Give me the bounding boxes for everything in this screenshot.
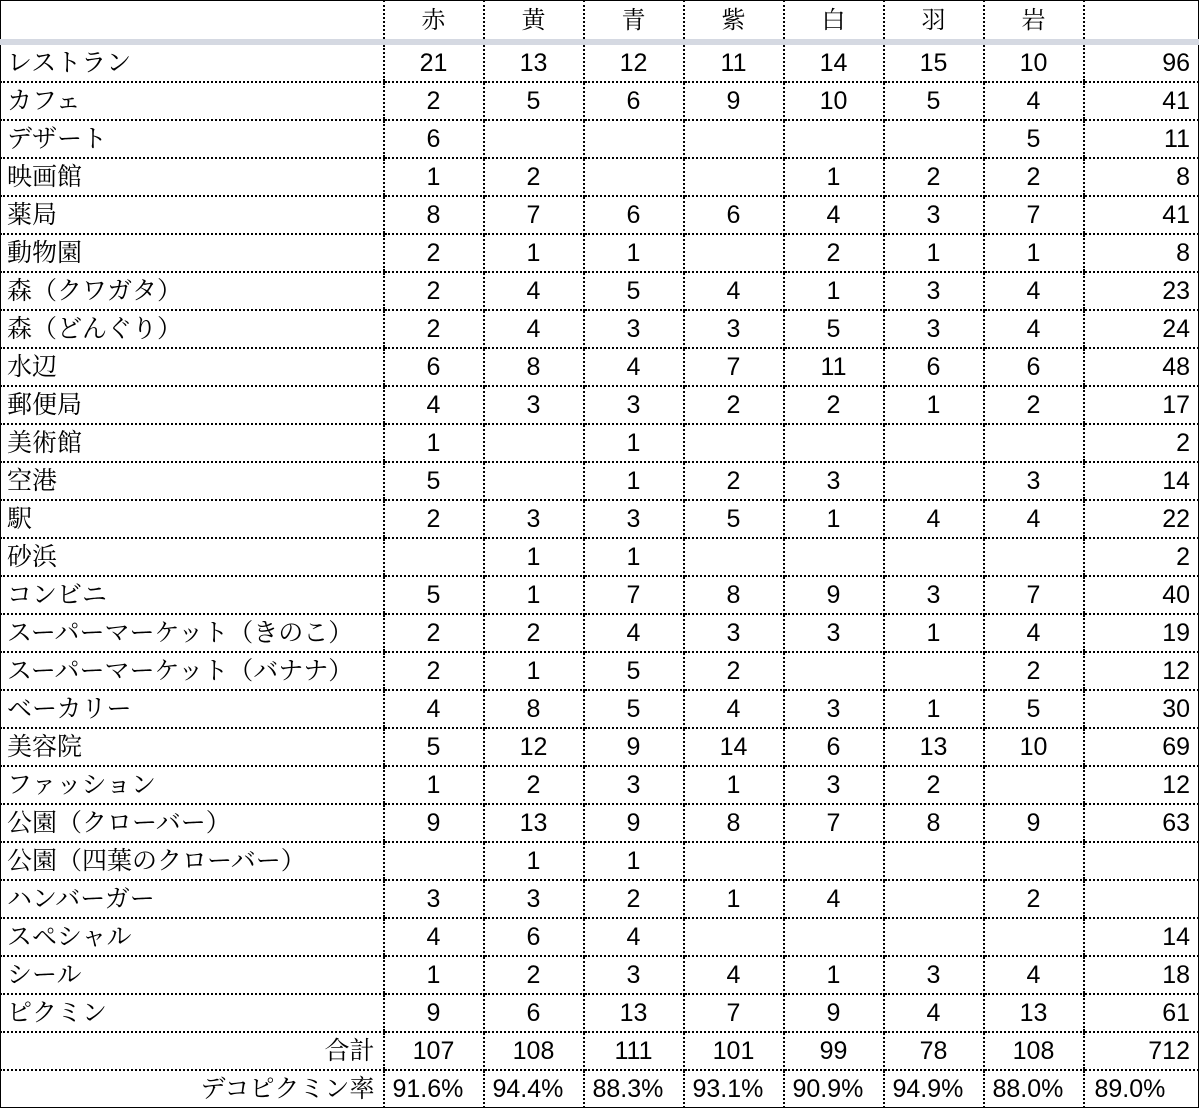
value-cell[interactable]: 3 xyxy=(784,690,884,728)
value-cell[interactable]: 1 xyxy=(584,234,684,272)
table-row xyxy=(1,42,1199,82)
value-cell[interactable]: 2 xyxy=(984,386,1084,424)
value-cell[interactable] xyxy=(384,842,484,880)
table-row xyxy=(1,462,1199,500)
value-cell[interactable] xyxy=(684,158,784,196)
row-total-cell[interactable]: 61 xyxy=(1084,994,1199,1032)
row-total-cell[interactable]: 69 xyxy=(1084,728,1199,766)
sum-cell[interactable]: 101 xyxy=(684,1032,784,1070)
value-cell[interactable]: 4 xyxy=(684,690,784,728)
value-cell[interactable]: 1 xyxy=(484,652,584,690)
value-cell[interactable]: 3 xyxy=(584,310,684,348)
value-cell[interactable]: 4 xyxy=(584,918,684,956)
row-label-cell[interactable]: 駅 xyxy=(1,500,384,538)
value-cell[interactable]: 2 xyxy=(384,234,484,272)
row-total-cell[interactable]: 48 xyxy=(1084,348,1199,386)
table-row xyxy=(1,614,1199,652)
value-cell[interactable]: 3 xyxy=(884,196,984,234)
value-cell[interactable]: 7 xyxy=(684,994,784,1032)
value-cell[interactable]: 5 xyxy=(384,728,484,766)
value-cell[interactable]: 1 xyxy=(484,842,584,880)
value-cell[interactable]: 7 xyxy=(684,348,784,386)
value-cell[interactable]: 5 xyxy=(884,82,984,120)
value-cell[interactable]: 4 xyxy=(484,272,584,310)
value-cell[interactable]: 4 xyxy=(884,994,984,1032)
value-cell[interactable]: 1 xyxy=(884,690,984,728)
value-cell[interactable]: 4 xyxy=(984,500,1084,538)
value-cell[interactable] xyxy=(784,918,884,956)
value-cell[interactable]: 3 xyxy=(584,500,684,538)
table-row xyxy=(1,538,1199,576)
value-cell[interactable] xyxy=(784,538,884,576)
value-cell[interactable]: 8 xyxy=(884,804,984,842)
value-cell[interactable]: 4 xyxy=(984,614,1084,652)
value-cell[interactable]: 2 xyxy=(384,614,484,652)
table-row xyxy=(1,728,1199,766)
value-cell[interactable]: 3 xyxy=(784,462,884,500)
value-cell[interactable] xyxy=(684,120,784,158)
value-cell[interactable]: 1 xyxy=(784,500,884,538)
value-cell[interactable]: 2 xyxy=(484,614,584,652)
value-cell[interactable]: 12 xyxy=(584,42,684,82)
row-label-cell[interactable]: スーパーマーケット（きのこ） xyxy=(1,614,384,652)
value-cell[interactable]: 6 xyxy=(484,918,584,956)
value-cell[interactable]: 2 xyxy=(384,82,484,120)
value-cell[interactable]: 1 xyxy=(384,766,484,804)
value-cell[interactable]: 8 xyxy=(684,576,784,614)
value-cell[interactable]: 9 xyxy=(784,576,884,614)
value-cell[interactable]: 15 xyxy=(884,42,984,82)
header-row xyxy=(1,1,1199,43)
value-cell[interactable]: 7 xyxy=(984,576,1084,614)
value-cell[interactable]: 5 xyxy=(584,272,684,310)
column-header[interactable]: 紫 xyxy=(684,1,784,43)
value-cell[interactable]: 9 xyxy=(584,804,684,842)
row-label-cell[interactable]: 砂浜 xyxy=(1,538,384,576)
value-cell[interactable]: 1 xyxy=(484,234,584,272)
value-cell[interactable]: 2 xyxy=(684,652,784,690)
value-cell[interactable]: 9 xyxy=(384,804,484,842)
row-total-cell[interactable]: 18 xyxy=(1084,956,1199,994)
value-cell[interactable]: 1 xyxy=(384,158,484,196)
value-cell[interactable]: 1 xyxy=(584,538,684,576)
sum-cell[interactable]: 108 xyxy=(484,1032,584,1070)
value-cell[interactable]: 3 xyxy=(384,880,484,918)
table-row xyxy=(1,804,1199,842)
value-cell[interactable]: 4 xyxy=(984,956,1084,994)
table-row xyxy=(1,310,1199,348)
row-label-cell[interactable]: スペシャル xyxy=(1,918,384,956)
row-total-cell[interactable]: 8 xyxy=(1084,234,1199,272)
row-total-cell[interactable]: 24 xyxy=(1084,310,1199,348)
sum-cell[interactable]: 99 xyxy=(784,1032,884,1070)
value-cell[interactable]: 3 xyxy=(484,500,584,538)
column-header[interactable]: 岩 xyxy=(984,1,1084,43)
row-label-cell[interactable]: 森（クワガタ） xyxy=(1,272,384,310)
row-label-cell[interactable]: カフェ xyxy=(1,82,384,120)
row-total-cell[interactable]: 96 xyxy=(1084,42,1199,82)
value-cell[interactable]: 3 xyxy=(784,766,884,804)
value-cell[interactable] xyxy=(684,842,784,880)
sum-cell[interactable]: 107 xyxy=(384,1032,484,1070)
value-cell[interactable] xyxy=(784,120,884,158)
row-total-cell[interactable]: 11 xyxy=(1084,120,1199,158)
value-cell[interactable]: 12 xyxy=(484,728,584,766)
value-cell[interactable]: 14 xyxy=(784,42,884,82)
table-row xyxy=(1,842,1199,880)
row-total-cell[interactable]: 8 xyxy=(1084,158,1199,196)
value-cell[interactable]: 9 xyxy=(584,728,684,766)
row-label-cell[interactable]: コンビニ xyxy=(1,576,384,614)
value-cell[interactable]: 4 xyxy=(684,272,784,310)
value-cell[interactable]: 9 xyxy=(784,994,884,1032)
value-cell[interactable]: 9 xyxy=(684,82,784,120)
row-label-cell[interactable]: 美容院 xyxy=(1,728,384,766)
table-row xyxy=(1,82,1199,120)
row-total-cell[interactable]: 22 xyxy=(1084,500,1199,538)
value-cell[interactable]: 14 xyxy=(684,728,784,766)
table-row xyxy=(1,652,1199,690)
row-label-cell[interactable]: 公園（四葉のクローバー） xyxy=(1,842,384,880)
value-cell[interactable]: 6 xyxy=(484,994,584,1032)
row-label-cell[interactable]: シール xyxy=(1,956,384,994)
table-row xyxy=(1,500,1199,538)
value-cell[interactable]: 4 xyxy=(984,272,1084,310)
sum-total-cell[interactable]: 712 xyxy=(1084,1032,1199,1070)
row-label-cell[interactable]: 森（どんぐり） xyxy=(1,310,384,348)
value-cell[interactable]: 2 xyxy=(384,652,484,690)
value-cell[interactable]: 1 xyxy=(784,272,884,310)
value-cell[interactable]: 6 xyxy=(784,728,884,766)
sum-cell[interactable]: 108 xyxy=(984,1032,1084,1070)
value-cell[interactable]: 2 xyxy=(984,652,1084,690)
value-cell[interactable]: 9 xyxy=(384,994,484,1032)
value-cell[interactable]: 5 xyxy=(384,462,484,500)
value-cell[interactable]: 10 xyxy=(984,728,1084,766)
sum-row xyxy=(1,1032,1199,1070)
table-row xyxy=(1,766,1199,804)
value-cell[interactable]: 4 xyxy=(884,500,984,538)
row-total-cell[interactable]: 30 xyxy=(1084,690,1199,728)
value-cell[interactable] xyxy=(984,424,1084,462)
value-cell[interactable]: 1 xyxy=(984,234,1084,272)
value-cell[interactable]: 21 xyxy=(384,42,484,82)
value-cell[interactable] xyxy=(784,652,884,690)
value-cell[interactable]: 7 xyxy=(584,576,684,614)
row-total-cell[interactable]: 2 xyxy=(1084,538,1199,576)
value-cell[interactable]: 5 xyxy=(584,652,684,690)
value-cell[interactable]: 1 xyxy=(884,234,984,272)
row-label-cell[interactable]: ファッション xyxy=(1,766,384,804)
rate-cell[interactable]: 90.9% xyxy=(784,1070,884,1108)
value-cell[interactable]: 11 xyxy=(684,42,784,82)
row-total-cell[interactable] xyxy=(1084,880,1199,918)
value-cell[interactable]: 4 xyxy=(584,614,684,652)
table-row xyxy=(1,348,1199,386)
value-cell[interactable]: 8 xyxy=(484,348,584,386)
value-cell[interactable]: 2 xyxy=(884,766,984,804)
row-total-cell[interactable]: 63 xyxy=(1084,804,1199,842)
value-cell[interactable] xyxy=(684,424,784,462)
rate-cell[interactable]: 88.3% xyxy=(584,1070,684,1108)
value-cell[interactable]: 3 xyxy=(984,462,1084,500)
value-cell[interactable] xyxy=(884,918,984,956)
table-row xyxy=(1,158,1199,196)
value-cell[interactable]: 1 xyxy=(484,576,584,614)
value-cell[interactable] xyxy=(884,120,984,158)
value-cell[interactable]: 9 xyxy=(984,804,1084,842)
table-row xyxy=(1,576,1199,614)
rate-cell[interactable]: 94.4% xyxy=(484,1070,584,1108)
sum-label-cell[interactable]: 合計 xyxy=(1,1032,384,1070)
rate-cell[interactable]: 94.9% xyxy=(884,1070,984,1108)
table-row xyxy=(1,956,1199,994)
value-cell[interactable]: 1 xyxy=(884,614,984,652)
row-label-cell[interactable]: ハンバーガー xyxy=(1,880,384,918)
value-cell[interactable]: 8 xyxy=(684,804,784,842)
table-row xyxy=(1,234,1199,272)
row-label-cell[interactable]: 郵便局 xyxy=(1,386,384,424)
value-cell[interactable] xyxy=(384,538,484,576)
value-cell[interactable]: 3 xyxy=(884,576,984,614)
value-cell[interactable]: 6 xyxy=(384,120,484,158)
value-cell[interactable]: 2 xyxy=(384,310,484,348)
row-total-cell[interactable]: 23 xyxy=(1084,272,1199,310)
value-cell[interactable]: 4 xyxy=(484,310,584,348)
value-cell[interactable] xyxy=(484,424,584,462)
row-label-cell[interactable]: 水辺 xyxy=(1,348,384,386)
table-body xyxy=(1,42,1199,1032)
value-cell[interactable]: 13 xyxy=(484,804,584,842)
sum-cell[interactable]: 111 xyxy=(584,1032,684,1070)
row-total-cell[interactable]: 41 xyxy=(1084,82,1199,120)
header-corner-cell[interactable] xyxy=(1,1,384,43)
value-cell[interactable]: 4 xyxy=(384,690,484,728)
rate-label-cell[interactable]: デコピクミン率 xyxy=(1,1070,384,1108)
value-cell[interactable]: 5 xyxy=(484,82,584,120)
value-cell[interactable]: 3 xyxy=(684,614,784,652)
value-cell[interactable]: 3 xyxy=(684,310,784,348)
value-cell[interactable]: 2 xyxy=(584,880,684,918)
value-cell[interactable]: 1 xyxy=(584,842,684,880)
column-header[interactable]: 白 xyxy=(784,1,884,43)
sum-cell[interactable]: 78 xyxy=(884,1032,984,1070)
value-cell[interactable]: 6 xyxy=(984,348,1084,386)
table-row xyxy=(1,272,1199,310)
value-cell[interactable]: 1 xyxy=(684,880,784,918)
value-cell[interactable]: 3 xyxy=(584,956,684,994)
value-cell[interactable]: 1 xyxy=(784,158,884,196)
value-cell[interactable]: 3 xyxy=(584,386,684,424)
value-cell[interactable]: 13 xyxy=(884,728,984,766)
value-cell[interactable]: 1 xyxy=(584,462,684,500)
value-cell[interactable]: 2 xyxy=(684,462,784,500)
value-cell[interactable]: 1 xyxy=(384,956,484,994)
value-cell[interactable]: 2 xyxy=(884,158,984,196)
value-cell[interactable]: 3 xyxy=(784,614,884,652)
row-total-cell[interactable]: 19 xyxy=(1084,614,1199,652)
column-header[interactable]: 黄 xyxy=(484,1,584,43)
row-label-cell[interactable]: ピクミン xyxy=(1,994,384,1032)
table-row xyxy=(1,424,1199,462)
value-cell[interactable]: 4 xyxy=(984,310,1084,348)
value-cell[interactable]: 2 xyxy=(484,766,584,804)
value-cell[interactable]: 1 xyxy=(784,956,884,994)
rate-row xyxy=(1,1070,1199,1108)
row-label-cell[interactable]: レストラン xyxy=(1,42,384,82)
value-cell[interactable]: 1 xyxy=(584,424,684,462)
row-label-cell[interactable]: 美術館 xyxy=(1,424,384,462)
value-cell[interactable]: 2 xyxy=(784,386,884,424)
row-total-cell[interactable] xyxy=(1084,842,1199,880)
value-cell[interactable] xyxy=(684,538,784,576)
rate-cell[interactable]: 93.1% xyxy=(684,1070,784,1108)
row-label-cell[interactable]: 動物園 xyxy=(1,234,384,272)
value-cell[interactable]: 4 xyxy=(984,82,1084,120)
value-cell[interactable] xyxy=(884,462,984,500)
value-cell[interactable]: 6 xyxy=(384,348,484,386)
table-row xyxy=(1,120,1199,158)
value-cell[interactable] xyxy=(884,842,984,880)
value-cell[interactable]: 2 xyxy=(684,386,784,424)
column-header[interactable]: 赤 xyxy=(384,1,484,43)
value-cell[interactable] xyxy=(884,538,984,576)
value-cell[interactable] xyxy=(884,880,984,918)
value-cell[interactable]: 5 xyxy=(684,500,784,538)
value-cell[interactable]: 6 xyxy=(684,196,784,234)
value-cell[interactable]: 3 xyxy=(484,386,584,424)
value-cell[interactable]: 5 xyxy=(984,690,1084,728)
value-cell[interactable]: 4 xyxy=(384,918,484,956)
row-label-cell[interactable]: ベーカリー xyxy=(1,690,384,728)
column-header[interactable]: 青 xyxy=(584,1,684,43)
value-cell[interactable]: 3 xyxy=(484,880,584,918)
value-cell[interactable]: 2 xyxy=(784,234,884,272)
value-cell[interactable] xyxy=(484,120,584,158)
total-column-header[interactable] xyxy=(1084,1,1199,43)
row-total-cell[interactable]: 41 xyxy=(1084,196,1199,234)
value-cell[interactable]: 4 xyxy=(684,956,784,994)
value-cell[interactable]: 4 xyxy=(384,386,484,424)
value-cell[interactable]: 2 xyxy=(984,880,1084,918)
value-cell[interactable]: 4 xyxy=(784,196,884,234)
table-row xyxy=(1,690,1199,728)
table-row xyxy=(1,386,1199,424)
value-cell[interactable] xyxy=(984,842,1084,880)
value-cell[interactable] xyxy=(884,652,984,690)
value-cell[interactable]: 3 xyxy=(584,766,684,804)
value-cell[interactable] xyxy=(484,462,584,500)
value-cell[interactable] xyxy=(684,234,784,272)
row-label-cell[interactable]: 映画館 xyxy=(1,158,384,196)
value-cell[interactable]: 2 xyxy=(384,500,484,538)
value-cell[interactable]: 5 xyxy=(984,120,1084,158)
value-cell[interactable]: 7 xyxy=(784,804,884,842)
rate-cell[interactable]: 88.0% xyxy=(984,1070,1084,1108)
row-total-cell[interactable]: 2 xyxy=(1084,424,1199,462)
value-cell[interactable] xyxy=(784,424,884,462)
value-cell[interactable] xyxy=(984,538,1084,576)
value-cell[interactable]: 4 xyxy=(584,348,684,386)
row-total-cell[interactable]: 14 xyxy=(1084,918,1199,956)
value-cell[interactable]: 10 xyxy=(984,42,1084,82)
table-row xyxy=(1,880,1199,918)
row-label-cell[interactable]: 空港 xyxy=(1,462,384,500)
row-label-cell[interactable]: 薬局 xyxy=(1,196,384,234)
value-cell[interactable] xyxy=(884,424,984,462)
value-cell[interactable] xyxy=(784,842,884,880)
rate-cell[interactable]: 91.6% xyxy=(384,1070,484,1108)
value-cell[interactable]: 3 xyxy=(884,272,984,310)
value-cell[interactable]: 13 xyxy=(984,994,1084,1032)
value-cell[interactable]: 2 xyxy=(384,272,484,310)
value-cell[interactable] xyxy=(584,158,684,196)
value-cell[interactable]: 3 xyxy=(884,956,984,994)
rate-total-cell[interactable]: 89.0% xyxy=(1084,1070,1199,1108)
value-cell[interactable]: 6 xyxy=(884,348,984,386)
value-cell[interactable]: 7 xyxy=(484,196,584,234)
row-total-cell[interactable]: 40 xyxy=(1084,576,1199,614)
value-cell[interactable]: 5 xyxy=(584,690,684,728)
value-cell[interactable]: 2 xyxy=(984,158,1084,196)
value-cell[interactable]: 1 xyxy=(384,424,484,462)
row-label-cell[interactable]: スーパーマーケット（バナナ） xyxy=(1,652,384,690)
column-header[interactable]: 羽 xyxy=(884,1,984,43)
row-total-cell[interactable]: 17 xyxy=(1084,386,1199,424)
value-cell[interactable]: 5 xyxy=(784,310,884,348)
row-label-cell[interactable]: 公園（クローバー） xyxy=(1,804,384,842)
value-cell[interactable]: 4 xyxy=(784,880,884,918)
value-cell[interactable]: 8 xyxy=(484,690,584,728)
row-total-cell[interactable]: 12 xyxy=(1084,766,1199,804)
row-total-cell[interactable]: 14 xyxy=(1084,462,1199,500)
value-cell[interactable]: 2 xyxy=(484,956,584,994)
value-cell[interactable] xyxy=(584,120,684,158)
value-cell[interactable]: 10 xyxy=(784,82,884,120)
value-cell[interactable]: 13 xyxy=(484,42,584,82)
value-cell[interactable]: 13 xyxy=(584,994,684,1032)
value-cell[interactable]: 7 xyxy=(984,196,1084,234)
value-cell[interactable]: 6 xyxy=(584,196,684,234)
row-label-cell[interactable]: デザート xyxy=(1,120,384,158)
value-cell[interactable]: 11 xyxy=(784,348,884,386)
value-cell[interactable]: 1 xyxy=(684,766,784,804)
value-cell[interactable] xyxy=(984,918,1084,956)
value-cell[interactable]: 6 xyxy=(584,82,684,120)
value-cell[interactable]: 1 xyxy=(884,386,984,424)
row-total-cell[interactable]: 12 xyxy=(1084,652,1199,690)
value-cell[interactable]: 1 xyxy=(484,538,584,576)
table-row xyxy=(1,196,1199,234)
value-cell[interactable]: 5 xyxy=(384,576,484,614)
table-row xyxy=(1,994,1199,1032)
table-row xyxy=(1,918,1199,956)
value-cell[interactable] xyxy=(984,766,1084,804)
value-cell[interactable]: 8 xyxy=(384,196,484,234)
value-cell[interactable]: 3 xyxy=(884,310,984,348)
value-cell[interactable] xyxy=(684,918,784,956)
value-cell[interactable]: 2 xyxy=(484,158,584,196)
